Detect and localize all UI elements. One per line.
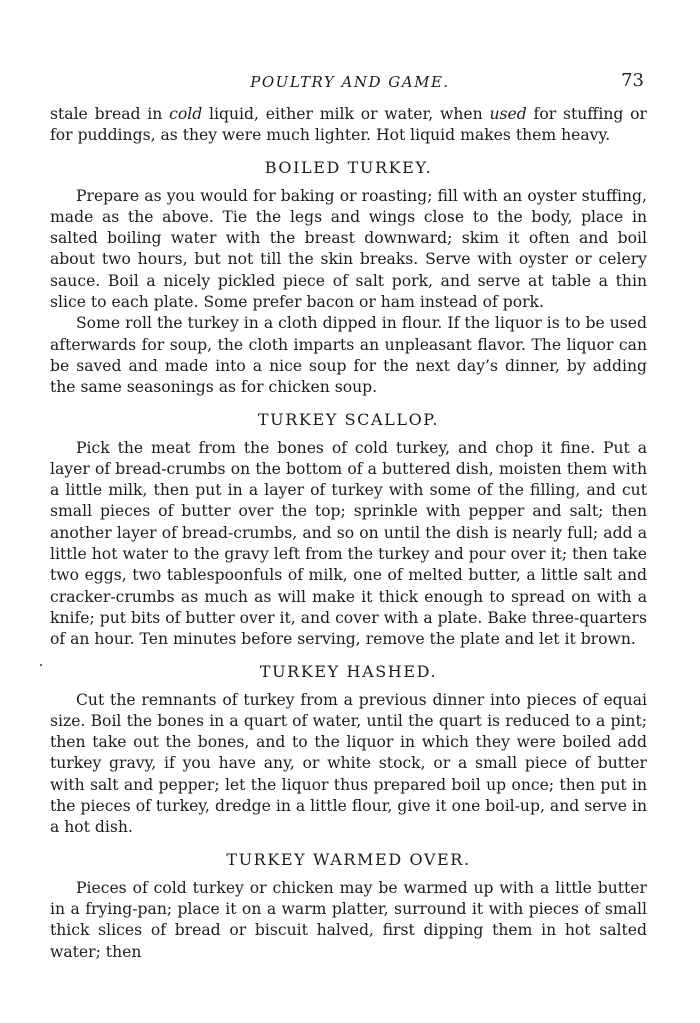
section-title-boiled-turkey: BOILED TURKEY. <box>264 157 433 177</box>
italic-run: cold <box>169 105 203 123</box>
print-speck <box>40 664 42 666</box>
paragraph: Some roll the turkey in a cloth dipped in flour. If the liquor is to be used afterwards for soup, the cloth imparts an unpleasant flavor. The liquor can be saved and made into a nice soup for the next day’s dinner, by adding the same seasonings as for chicken soup. <box>50 314 647 397</box>
paragraph: Pick the meat from the bones of cold turkey, and chop it fine. Put a layer of bread-crumbs on the bottom of a buttered dish, moisten them with a little milk, then put in a layer of turkey with some of the filling, and cut small pieces of butter over the top; sprinkle with pepper and salt; then another layer of bread-crumbs, and so on until the dish is nearly full; add a little hot water to the gravy left from the turkey and pour over it; then take two eggs, two tablespoonfuls of milk, one of melted butter, a little salt and cracker-crumbs as much as will make it thick enough to spread on with a knife; put bits of butter over it, and cover with a plate. Bake three-quarters of an hour. Ten minutes before serving, remove the plate and let it brown. <box>50 438 647 649</box>
continuation-paragraph <box>50 104 647 147</box>
text-run: stale bread in <box>50 105 170 123</box>
running-title: POULTRY AND GAME. <box>250 73 450 91</box>
text-run: liquid, either milk or water, when <box>202 105 490 123</box>
paragraph: Cut the remnants of turkey from a previous dinner into pieces of equai size. Boil the bones in a quart of water, until the quart is reduced to a pint; then take out the bones, and to the liquor in which they were boiled add turkey gravy, if you have any, or white stock, or a small piece of butter with salt and pepper; let the liquor thus prepared boil up once; then put in the pieces of turkey, dredge in a little flour, give it one boil-up, and serve in a hot dish. <box>50 690 647 837</box>
text-run: for stuffing or for puddings, as they were much lighter. Hot liquid makes them heavy. <box>50 105 647 145</box>
running-head <box>0 70 700 96</box>
italic-run: used <box>489 105 527 123</box>
section-title-turkey-warmed-over: TURKEY WARMED OVER. <box>226 849 471 869</box>
paragraph: Pieces of cold turkey or chicken may be warmed up with a little butter in a frying-pan; place it on a warm platter, surround it with pieces of small thick slices of bread or biscuit halved, first dipping them in hot salted water; then <box>50 878 647 961</box>
section-title-turkey-hashed: TURKEY HASHED. <box>259 661 438 681</box>
section-title-turkey-scallop: TURKEY SCALLOP. <box>257 409 440 429</box>
page-body <box>50 104 647 963</box>
paragraph: Prepare as you would for baking or roasting; fill with an oyster stuffing, made as the above. Tie the legs and wings close to the body, place in salted boiling water with the breast downward; skim it often and boil about two hours, but not till the skin breaks. Serve with oyster or celery sauce. Boil a nicely pickled piece of salt pork, and serve at table a thin slice to each plate. Some prefer bacon or ham instead of pork. <box>50 186 647 312</box>
page-number: 73 <box>621 70 644 91</box>
